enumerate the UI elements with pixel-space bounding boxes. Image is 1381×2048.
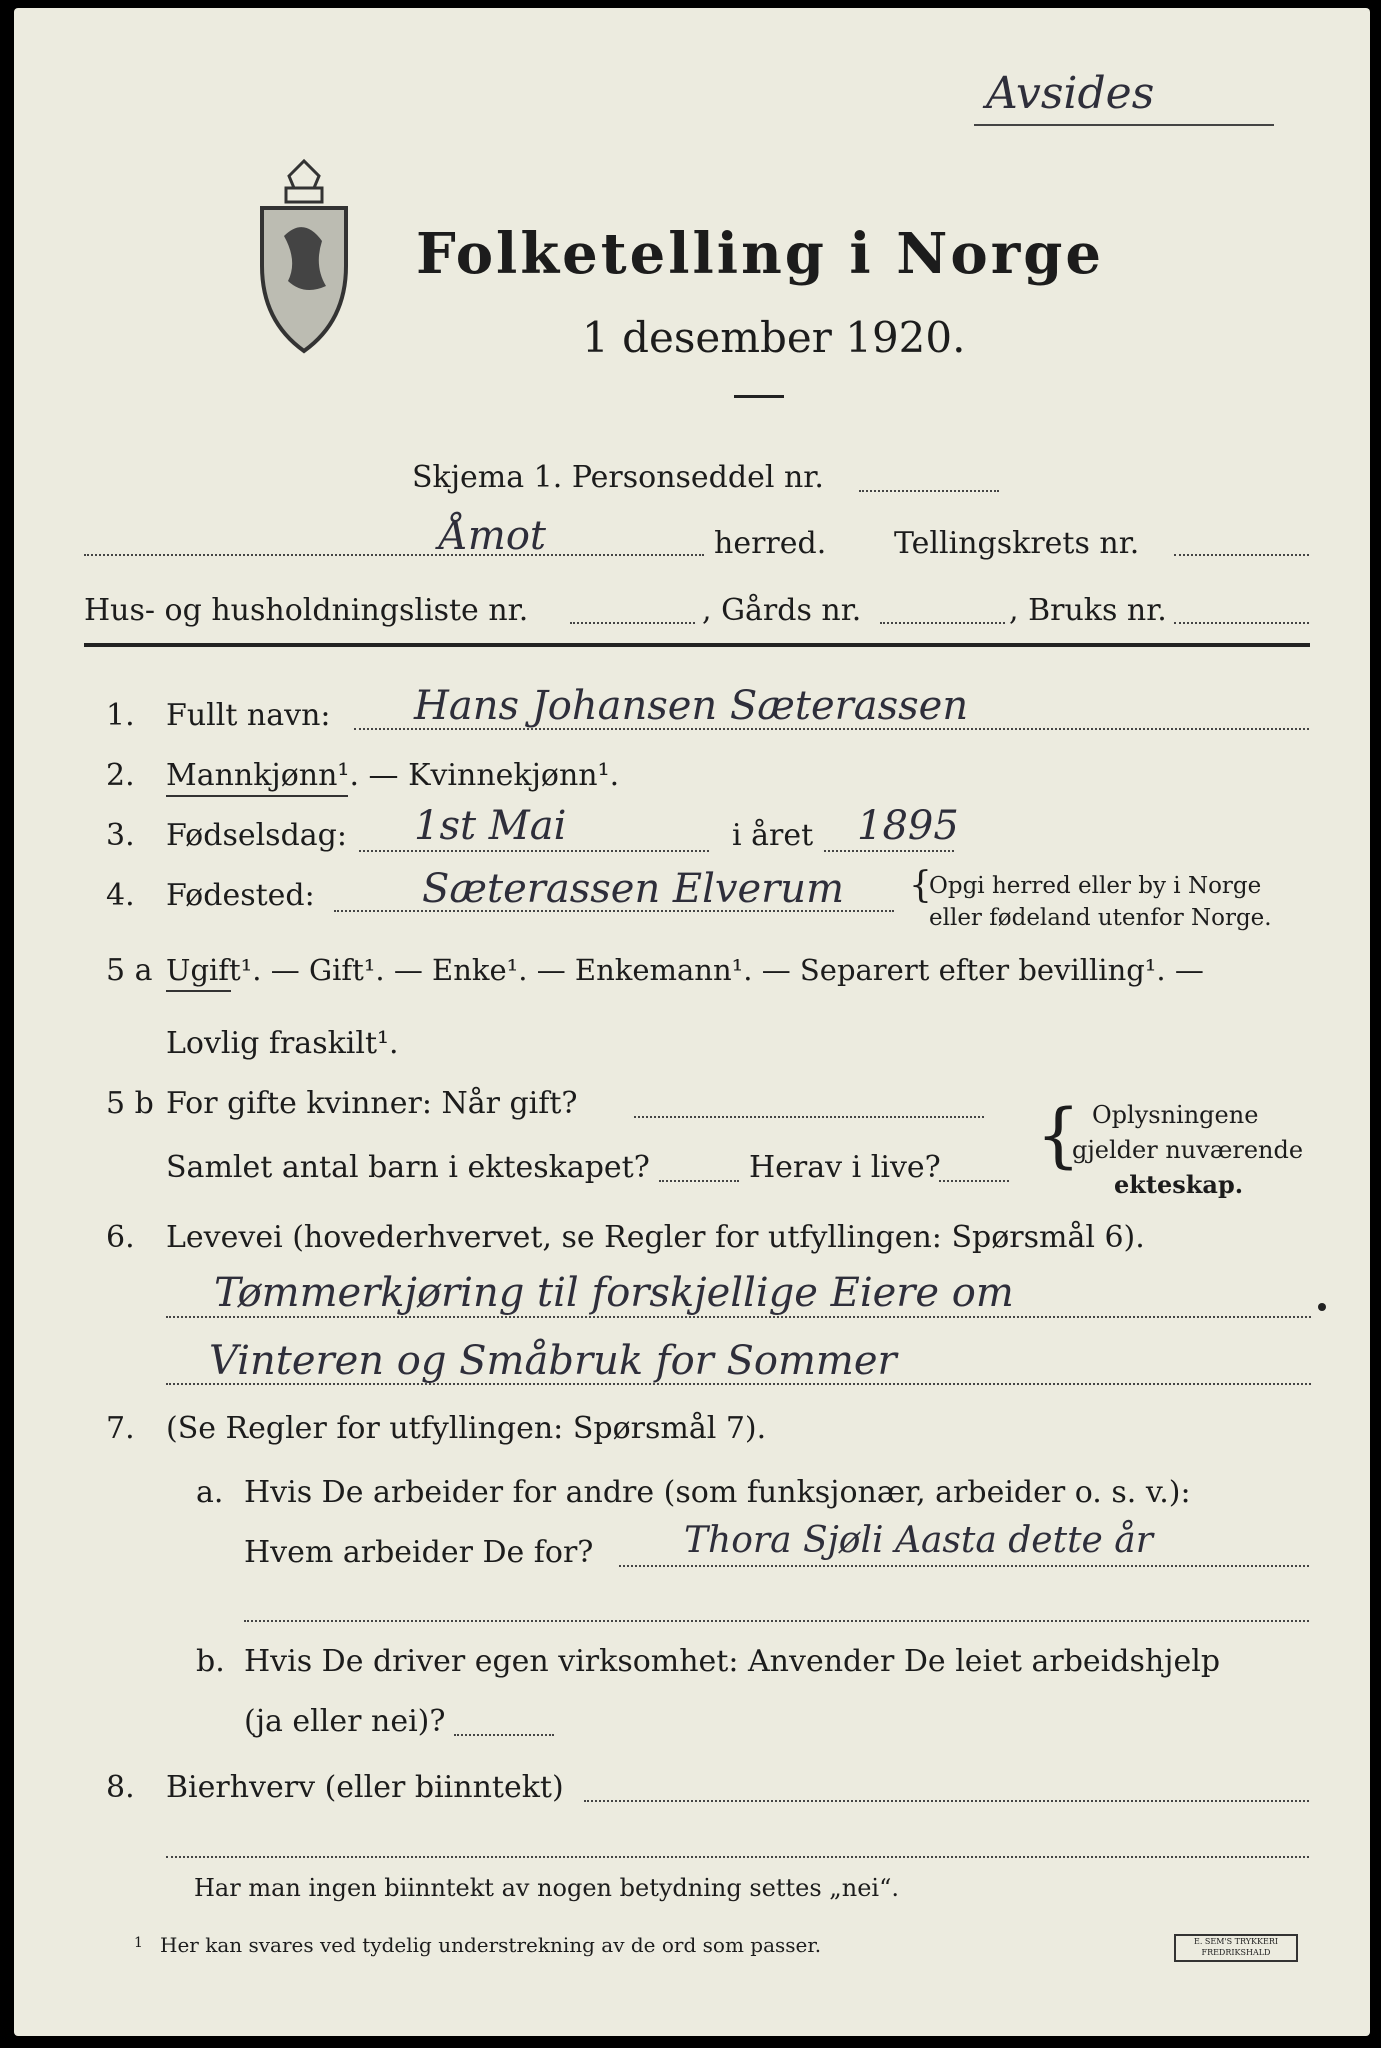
bruks-label: , Bruks nr. — [1009, 593, 1167, 628]
q7b-line2: (ja eller nei)? — [244, 1704, 446, 1739]
birthplace-value[interactable]: Sæterassen Elverum — [422, 866, 844, 912]
q7a-line2: Hvem arbeider De for? — [244, 1535, 594, 1570]
q8-label: Bierhverv (eller biinntekt) — [166, 1770, 564, 1805]
printer-stamp: E. SEM'S TRYKKERI FREDRIKSHALD — [1174, 1934, 1298, 1962]
birthday-value[interactable]: 1st Mai — [414, 803, 567, 849]
q7a-line1: Hvis De arbeider for andre (som funksjonær, arbeider o. s. v.): — [244, 1475, 1191, 1510]
herred-label: herred. — [714, 526, 827, 561]
q5b-alive-label: Herav i live? — [749, 1150, 941, 1185]
q5b-note3: ekteskap. — [1114, 1170, 1244, 1199]
q5b-note2: gjelder nuværende — [1072, 1136, 1304, 1164]
birth-year-value[interactable]: 1895 — [857, 803, 959, 849]
skjema-label: Skjema 1. Personseddel nr. — [412, 460, 824, 495]
page-subtitle: 1 desember 1920. — [582, 313, 966, 362]
gender-options[interactable]: Mannkjønn¹. — Kvinnekjønn¹. — [166, 758, 620, 793]
q4-note-line1: Opgi herred eller by i Norge — [929, 873, 1262, 899]
hus-label: Hus- og husholdningsliste nr. — [84, 593, 529, 628]
year-label: i året — [732, 818, 814, 853]
marital-status-line2[interactable]: Lovlig fraskilt¹. — [166, 1026, 399, 1061]
q4-note-line2: eller fødeland utenfor Norge. — [929, 905, 1272, 931]
coat-of-arms-icon — [244, 156, 364, 356]
q8-number: 8. — [106, 1770, 135, 1805]
occupation-value-line2[interactable]: Vinteren og Småbruk for Sommer — [209, 1338, 897, 1384]
gards-label: , Gårds nr. — [702, 593, 862, 628]
q7-label: (Se Regler for utfyllingen: Spørsmål 7). — [166, 1411, 767, 1446]
q6-number: 6. — [106, 1220, 135, 1255]
q1-label: Fullt navn: — [166, 698, 331, 733]
q5b-note1: Oplysningene — [1092, 1101, 1259, 1129]
q7-number: 7. — [106, 1411, 135, 1446]
q7b-letter: b. — [196, 1644, 225, 1679]
marital-status-options[interactable]: Ugift¹. — Gift¹. — Enke¹. — Enkemann¹. — Separert efter bevilling¹. — — [166, 953, 1204, 987]
page-title: Folketelling i Norge — [416, 221, 1105, 287]
employer-value[interactable]: Thora Sjøli Aasta dette år — [684, 1520, 1153, 1561]
q2-number: 2. — [106, 758, 135, 793]
q6-label: Levevei (hovederhvervet, se Regler for utfyllingen: Spørsmål 6). — [166, 1220, 1145, 1255]
q7b-line1: Hvis De driver egen virksomhet: Anvender De leiet arbeidshjelp — [244, 1644, 1221, 1679]
margin-annotation: Avsides — [986, 68, 1155, 119]
tellingskrets-label: Tellingskrets nr. — [894, 526, 1140, 561]
q5b-children-label: Samlet antal barn i ekteskapet? — [166, 1150, 650, 1185]
footnote: Her kan svares ved tydelig understrekning av de ord som passer. — [160, 1933, 822, 1957]
q5b-line1: For gifte kvinner: Når gift? — [166, 1086, 578, 1121]
q5a-number: 5 a — [106, 953, 153, 988]
census-form-page: Avsides Folketelling i Norge 1 desember 1920. Skjema 1. Personseddel nr. Åmot herred. Tellingskrets nr. Hus- og husholdningsliste nr. , Gårds nr. , Bruks nr. 1. Fullt navn: Hans Johansen Sæterassen 2. Mannkjønn¹. — Kvinnekjønn¹. 3. Fødselsdag: 1st Mai i året 1895 4. Fødested: Sæterassen Elverum { Opgi herred eller by i Norge eller fødeland utenfor Norge. 5 a Ugift¹. — Gift¹. — Enke¹. — Enkemann¹. — Separert efter bevilling¹. — Lovlig fraskilt¹. 5 b For gifte kvinner: Når gift? Samlet antal barn i ekteskapet? Herav i live? { Oplysningene gjelder nuværende ekteskap. 6. Levevei (hovederhvervet, se Regler for utfyllingen: Spørsmål 6). Tømmerkjøring til forskjellige Eiere om Vinteren og Småbruk for Sommer 7. (Se Regler for utfyllingen: Spørsmål 7). a. Hvis De arbeider for andre (som funksjonær, arbeider o. s. v.): Hvem arbeider De for? Thora Sjøli Aasta dette år b. Hvis De driver egen virksomhet: Anvender De leiet arbeidshjelp (ja eller nei)? 8. Bierhverv (eller biinntekt) Har man ingen biinntekt av nogen betydning settes „nei“. 1 Her kan svares ved tydelig understrekning av de ord som passer. E. SEM'S TRYKKERI FREDRIKSHALD — [14, 8, 1370, 2036]
footnote-mark: 1 — [134, 1935, 143, 1951]
q7a-letter: a. — [196, 1475, 224, 1510]
q5b-number: 5 b — [106, 1086, 154, 1121]
bottom-note: Har man ingen biinntekt av nogen betydning settes „nei“. — [194, 1874, 899, 1902]
q4-number: 4. — [106, 878, 135, 913]
q3-number: 3. — [106, 818, 135, 853]
q1-number: 1. — [106, 698, 135, 733]
herred-value[interactable]: Åmot — [439, 513, 546, 559]
q3-label: Fødselsdag: — [166, 818, 347, 853]
occupation-value-line1[interactable]: Tømmerkjøring til forskjellige Eiere om — [214, 1270, 1014, 1316]
full-name-value[interactable]: Hans Johansen Sæterassen — [414, 683, 969, 729]
q4-label: Fødested: — [166, 878, 315, 913]
